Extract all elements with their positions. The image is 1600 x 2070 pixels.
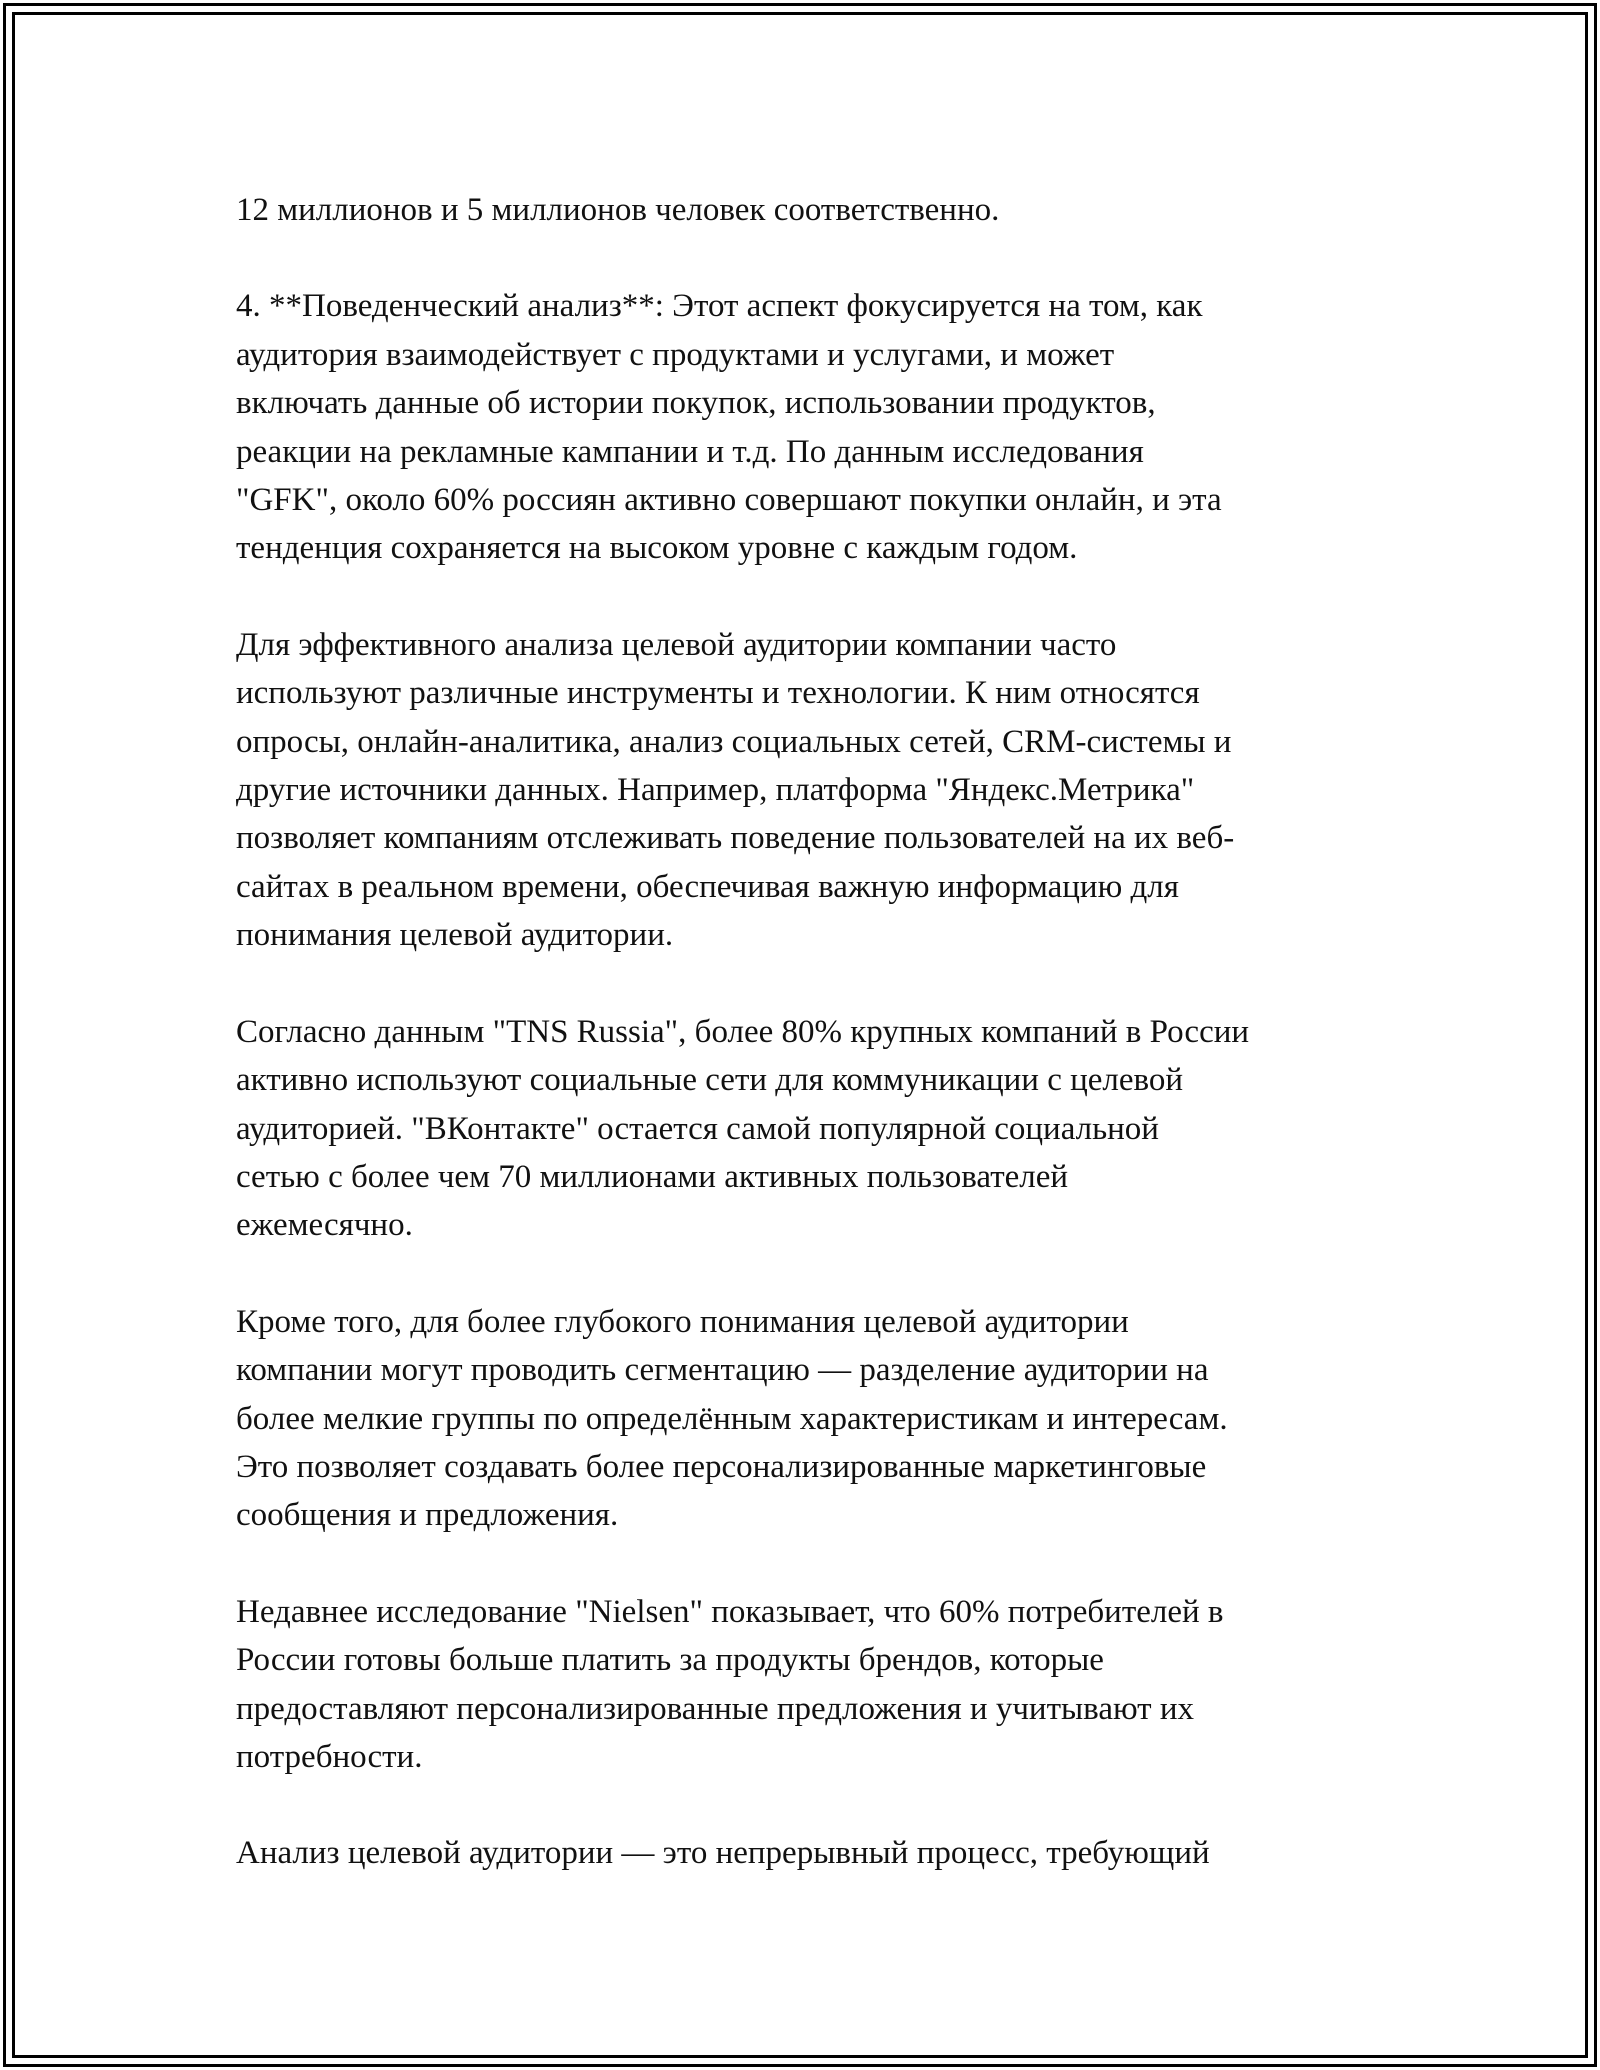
text-line: реакции на рекламные кампании и т.д. По данным исследования [236, 433, 1144, 470]
paragraph [236, 1829, 1436, 1877]
paragraph [236, 1298, 1436, 1540]
text-line: активно используют социальные сети для коммуникации с целевой [236, 1062, 1184, 1099]
text-line: Это позволяет создавать более персонализированные маркетинговые [236, 1448, 1207, 1485]
text-line: сообщения и предложения. [236, 1497, 619, 1534]
text-line: Недавнее исследование "Nielsen" показывает, что 60% потребителей в [236, 1593, 1224, 1630]
document-body [236, 186, 1436, 1926]
text-line: аудитория взаимодействует с продуктами и услугами, и может [236, 336, 1115, 373]
text-line: опросы, онлайн-аналитика, анализ социальных сетей, CRM-системы и [236, 723, 1232, 760]
paragraph [236, 1008, 1436, 1250]
text-line: компании могут проводить сегментацию — разделение аудитории на [236, 1352, 1209, 1389]
paragraph [236, 186, 1436, 234]
text-line: включать данные об истории покупок, использовании продуктов, [236, 385, 1156, 422]
text-line: используют различные инструменты и технологии. К ним относятся [236, 675, 1200, 712]
text-line: Согласно данным "TNS Russia", более 80% крупных компаний в России [236, 1013, 1250, 1050]
paragraph [236, 1588, 1436, 1782]
text-line: позволяет компаниям отслеживать поведение пользователей на их веб- [236, 820, 1235, 857]
text-line: понимания целевой аудитории. [236, 917, 674, 954]
text-line: России готовы больше платить за продукты брендов, которые [236, 1642, 1104, 1679]
text-line: потребности. [236, 1738, 423, 1775]
text-line: ежемесячно. [236, 1207, 413, 1244]
text-line: 12 миллионов и 5 миллионов человек соответственно. [236, 192, 1000, 228]
text-line: Для эффективного анализа целевой аудитории компании часто [236, 626, 1117, 663]
text-line: сайтах в реальном времени, обеспечивая важную информацию для [236, 868, 1179, 905]
paragraph [236, 621, 1436, 960]
text-line: тенденция сохраняется на высоком уровне с каждым годом. [236, 530, 1078, 567]
text-line: сетью с более чем 70 миллионами активных пользователей [236, 1158, 1069, 1195]
text-line: Кроме того, для более глубокого понимания целевой аудитории [236, 1303, 1129, 1340]
text-line: предоставляют персонализированные предложения и учитывают их [236, 1690, 1195, 1727]
paragraph [236, 282, 1436, 572]
text-line: другие источники данных. Например, платформа "Яндекс.Метрика" [236, 772, 1195, 809]
text-line: аудиторией. "ВКонтакте" остается самой популярной социальной [236, 1110, 1159, 1147]
text-line: более мелкие группы по определённым характеристикам и интересам. [236, 1400, 1228, 1437]
text-line: "GFK", около 60% россиян активно совершают покупки онлайн, и эта [236, 482, 1222, 519]
text-line: Анализ целевой аудитории — это непрерывный процесс, требующий [236, 1835, 1210, 1872]
text-line: 4. **Поведенческий анализ**: Этот аспект фокусируется на том, как [236, 288, 1203, 325]
